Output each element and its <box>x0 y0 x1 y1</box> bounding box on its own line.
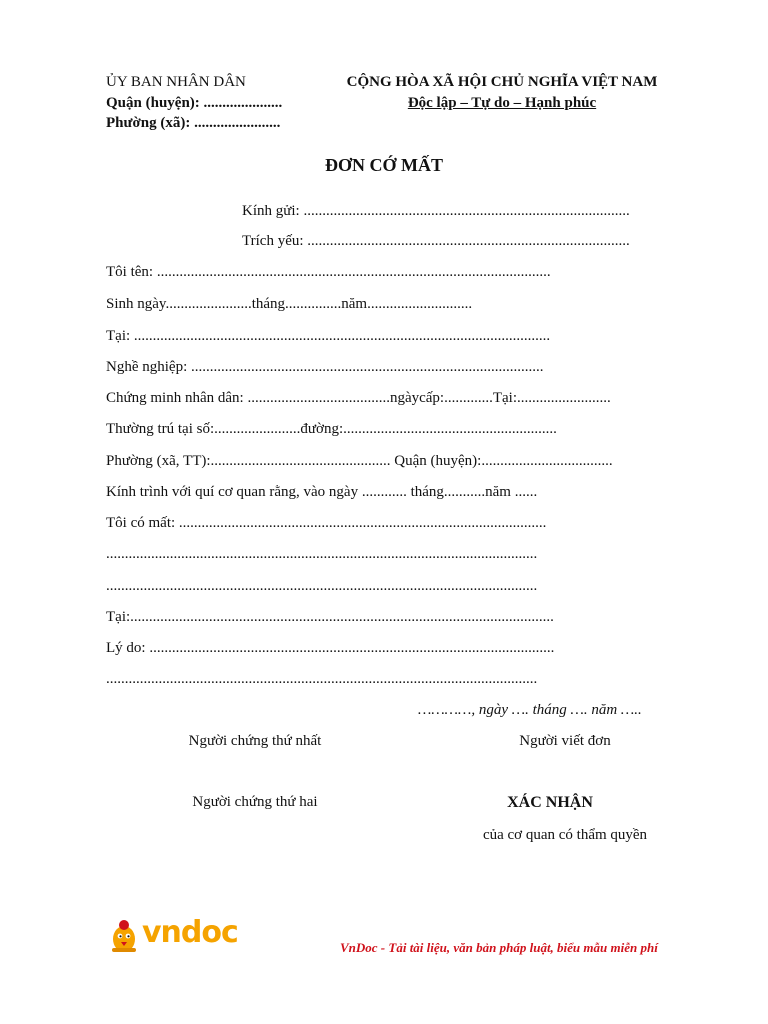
subject-line: Trích yếu: ...................................................................................... <box>242 233 630 249</box>
reason-continuation: ................................................................................................................... <box>106 671 538 687</box>
lost-items-continuation: ................................................................................................................... <box>106 578 538 594</box>
occupation-field: Nghề nghiệp: .............................................................................................. <box>106 359 544 375</box>
place-field: Tại: ............................................................................................................... <box>106 328 551 344</box>
confirmation-subtitle: của cơ quan có thẩm quyền <box>482 827 648 843</box>
name-field: Tôi tên: ......................................................................................................... <box>106 264 551 280</box>
residence-field: Thường trú tại số:.......................đường:......................................................... <box>106 421 557 437</box>
country-name: CỘNG HÒA XÃ HỘI CHỦ NGHĨA VIỆT NAM <box>346 74 658 90</box>
ward-district-field: Phường (xã, TT):................................................ Quận (huyện):................................... <box>106 453 613 469</box>
district-line: Quận (huyện): ..................... <box>106 95 283 111</box>
footer-tagline: VnDoc - Tải tài liệu, văn bản pháp luật, biểu mẫu miễn phí <box>340 940 658 955</box>
committee-label: ỦY BAN NHÂN DÂN <box>106 74 246 90</box>
lost-place-field: Tại:................................................................................................................. <box>106 609 554 625</box>
lost-items-field: Tôi có mất: .................................................................................................. <box>106 515 547 531</box>
document-title: ĐƠN CỚ MẤT <box>325 155 443 175</box>
report-date-field: Kính trình với quí cơ quan rằng, vào ngày ............ tháng...........năm ...... <box>106 484 538 500</box>
addressee-line: Kính gửi: ....................................................................................... <box>242 203 630 219</box>
writer-label: Người viết đơn <box>519 733 611 749</box>
ward-line: Phường (xã): ....................... <box>106 115 281 131</box>
confirmation-title: XÁC NHẬN <box>507 794 593 811</box>
lost-items-continuation: ................................................................................................................... <box>106 546 538 562</box>
second-witness-label: Người chứng thứ hai <box>192 794 318 810</box>
date-line: …………, ngày …. tháng …. năm ….. <box>418 702 642 718</box>
motto: Độc lập – Tự do – Hạnh phúc <box>407 95 597 111</box>
reason-field: Lý do: ............................................................................................................ <box>106 640 555 656</box>
first-witness-label: Người chứng thứ nhất <box>188 733 322 749</box>
dob-field: Sinh ngày.......................tháng...............năm............................ <box>106 296 473 312</box>
id-card-field: Chứng minh nhân dân: ......................................ngàycấp:.............Tại:......................... <box>106 390 611 406</box>
vndoc-wordmark: vndoc <box>142 915 238 950</box>
vndoc-logo[interactable] <box>108 915 248 957</box>
